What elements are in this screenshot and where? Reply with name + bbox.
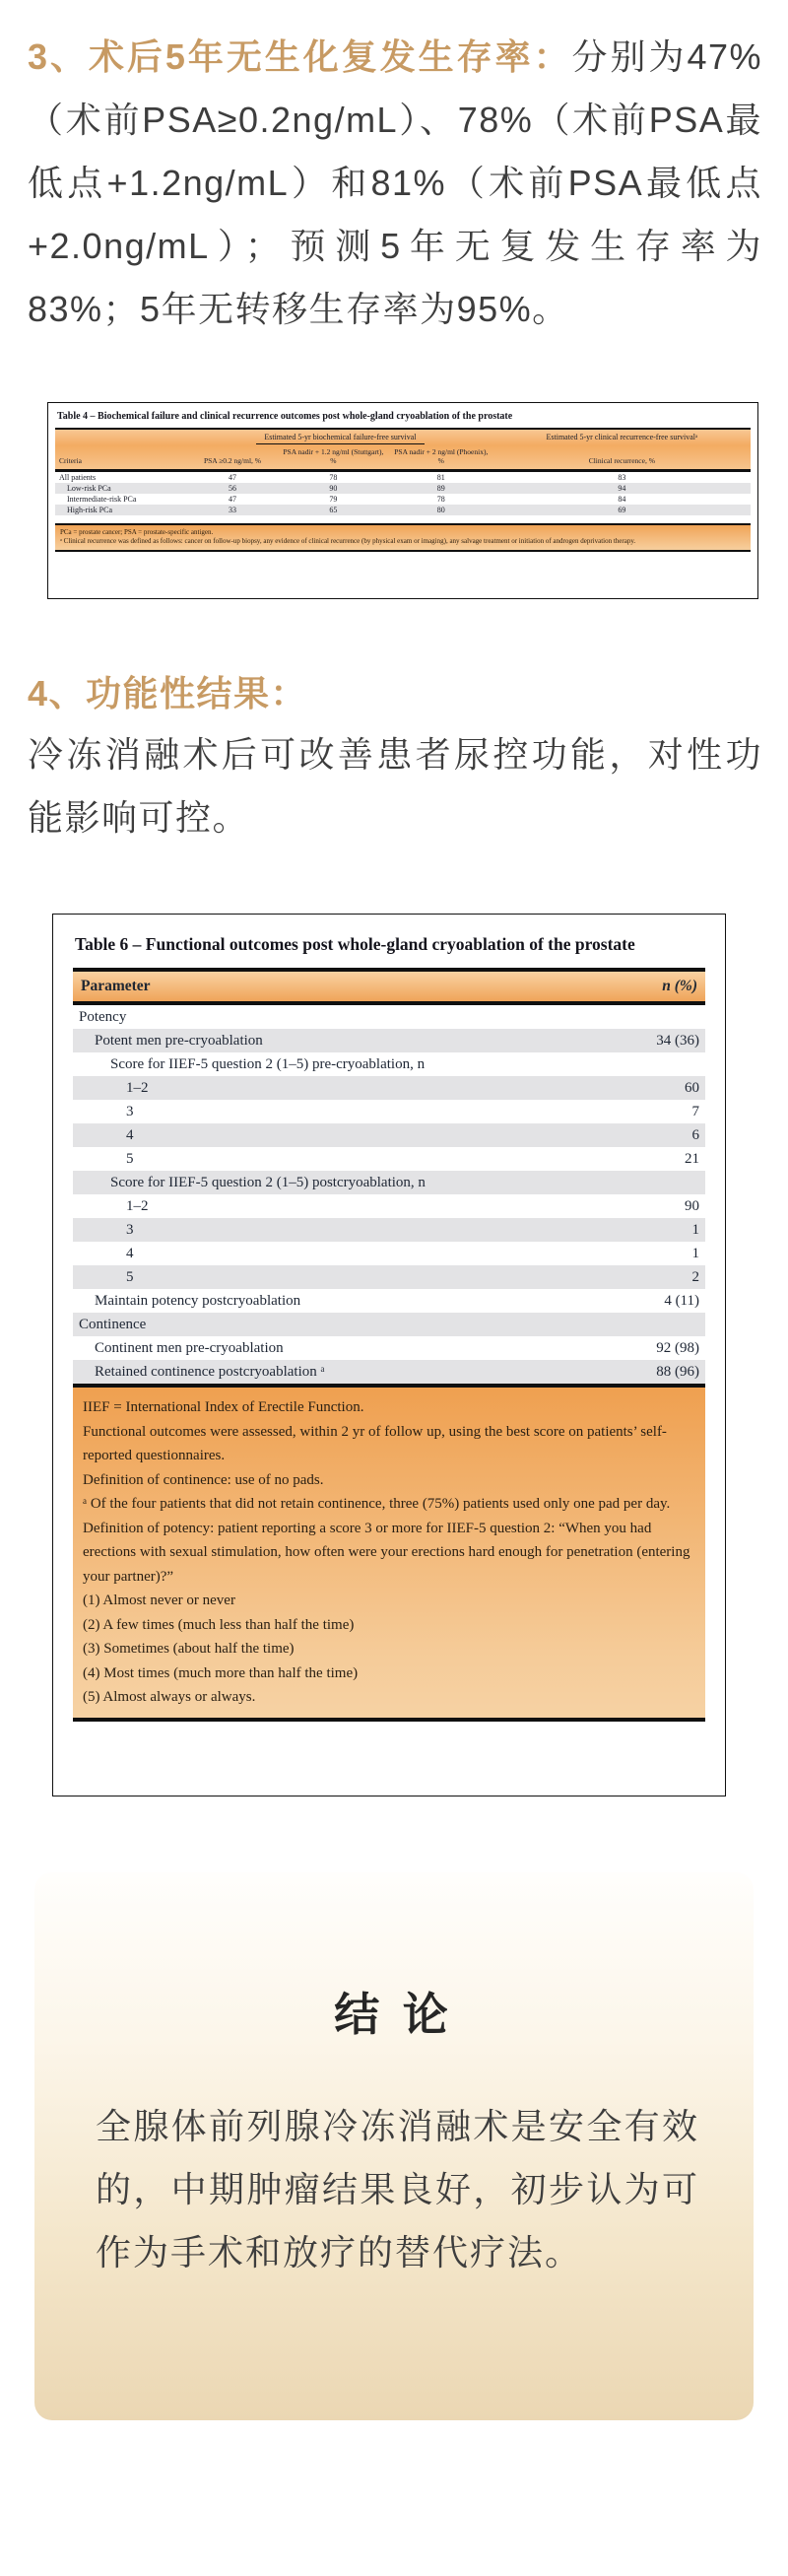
table6-footnote-line: ᵃ Of the four patients that did not retain continence, three (75%) patients used only one pad per day.	[83, 1496, 671, 1512]
table6-footnotes	[73, 1388, 705, 1718]
table6-footnote-line: (4) Most times (much more than half the time)	[83, 1664, 359, 1681]
table6-cell-parameter: 5	[126, 1268, 134, 1285]
table6-figure	[52, 914, 726, 1796]
table6-row	[73, 1076, 705, 1100]
table4-cell-value: 47	[229, 472, 236, 482]
table6-cell-value: 7	[691, 1103, 699, 1119]
table6-row	[73, 1313, 705, 1336]
table4-group-header-row	[55, 430, 751, 445]
table6-cell-parameter: Maintain potency postcryoablation	[95, 1292, 301, 1309]
table6-cell-value: 1	[691, 1245, 699, 1261]
table6-cell-value: 4 (11)	[664, 1292, 699, 1309]
table4-gap	[55, 515, 751, 523]
table4-col-criteria: Criteria	[59, 456, 82, 465]
table6-row	[73, 1147, 705, 1171]
table6-body	[73, 1005, 705, 1384]
table6-cell-value: 34 (36)	[656, 1032, 699, 1049]
table4-cell-value: 78	[329, 472, 338, 482]
table6-row	[73, 1052, 705, 1076]
table6-footnote-line: (5) Almost always or always.	[83, 1689, 256, 1705]
table6-cell-parameter: 1–2	[126, 1079, 149, 1096]
table4-group-spacer	[55, 430, 187, 445]
table4-bottom-rule	[55, 550, 751, 552]
table6-cell-parameter: Potency	[79, 1008, 127, 1025]
conclusion-panel	[34, 1872, 754, 2420]
table4-row	[55, 505, 751, 515]
table4-row	[55, 494, 751, 505]
table6-row	[73, 1029, 705, 1052]
table6-footnote-line: IIEF = International Index of Erectile Function.	[83, 1399, 364, 1415]
table6-row	[73, 1265, 705, 1289]
table6-row	[73, 1242, 705, 1265]
table6-cell-value: 21	[685, 1150, 699, 1167]
table4-column-header-row	[55, 445, 751, 469]
table6-cell-value: 90	[685, 1197, 699, 1214]
table4-cell-value: 47	[229, 494, 236, 504]
table6-row	[73, 1194, 705, 1218]
table4-cell-value: 90	[329, 483, 338, 493]
table4-title: Table 4 – Biochemical failure and clinical recurrence outcomes post whole-gland cryoablation of the prostate	[57, 411, 513, 422]
table4-cell-value: 65	[329, 505, 338, 514]
table6-cell-parameter: Score for IIEF-5 question 2 (1–5) postcryoablation, n	[110, 1174, 426, 1190]
table4-body	[55, 472, 751, 515]
table4-cell-value: 84	[618, 494, 626, 504]
section-4-body: 冷冻消融术后可改善患者尿控功能，对性功能影响可控。	[28, 734, 762, 838]
table6-col-n-percent: n (%)	[662, 978, 697, 994]
table4-cell-value: 33	[229, 505, 236, 514]
table6-cell-parameter: Retained continence postcryoablation ᵃ	[95, 1363, 325, 1380]
table4-cell-value: 69	[618, 505, 626, 514]
table6-row	[73, 1171, 705, 1194]
table6-title: Table 6 – Functional outcomes post whole-gland cryoablation of the prostate	[75, 934, 635, 954]
table4-cell-criteria: All patients	[59, 472, 97, 482]
table6-cell-value: 60	[685, 1079, 699, 1096]
table4-footnote-line: PCa = prostate cancer; PSA = prostate-specific antigen.	[60, 527, 214, 536]
table6-cell-parameter: 4	[126, 1126, 134, 1143]
table4-col-clinical-recurrence: Clinical recurrence, %	[588, 456, 655, 465]
table4-cell-value: 94	[618, 483, 626, 493]
table6-row	[73, 1100, 705, 1123]
table4-row	[55, 472, 751, 483]
table6-cell-value: 92 (98)	[656, 1339, 699, 1356]
table6-cell-value: 1	[691, 1221, 699, 1238]
table4-row	[55, 483, 751, 494]
section-4-heading: 4、功能性结果：	[28, 673, 308, 713]
table6-cell-parameter: 3	[126, 1103, 134, 1119]
table6-footnote-line: Definition of continence: use of no pads.	[83, 1471, 324, 1488]
table6-cell-parameter: Continent men pre-cryoablation	[95, 1339, 284, 1356]
table4-cell-criteria: Intermediate-risk PCa	[67, 494, 137, 504]
table6-cell-parameter: Score for IIEF-5 question 2 (1–5) pre-cryoablation, n	[110, 1055, 426, 1072]
table6-cell-parameter: 1–2	[126, 1197, 149, 1214]
table4-cell-value: 56	[229, 483, 236, 493]
table6-footnote-line: Definition of potency: patient reporting a score 3 or more for IIEF-5 question 2: “When you had erections with sexual stimulation, how often were your erections hard enough for penetration (entering your partner)?”	[83, 1520, 690, 1585]
table6-footnote-line: Functional outcomes were assessed, within 2 yr of follow up, using the best score on patients’ self-reported questionnaires.	[83, 1423, 667, 1463]
table4-col-phoenix: PSA nadir + 2 ng/ml (Phoenix), %	[394, 447, 489, 465]
table4-cell-value: 78	[436, 494, 445, 504]
table6-row	[73, 1360, 705, 1384]
table4-cell-value: 79	[329, 494, 338, 504]
table6-cell-value: 6	[691, 1126, 699, 1143]
table4-cell-value: 80	[436, 505, 445, 514]
table4-col-psa02: PSA ≥0.2 ng/ml, %	[203, 456, 262, 465]
table4-figure	[47, 402, 758, 599]
table4-cell-value: 83	[618, 472, 626, 482]
table4-col-stuttgart: PSA nadir + 1.2 ng/ml (Stuttgart), %	[283, 447, 384, 465]
table6-row	[73, 1289, 705, 1313]
table6-header-row	[73, 972, 705, 1001]
table6-cell-value: 2	[691, 1268, 699, 1285]
table4-cell-criteria: Low-risk PCa	[67, 483, 111, 493]
table6-cell-parameter: 5	[126, 1150, 134, 1167]
table6-cell-parameter: 4	[126, 1245, 134, 1261]
conclusion-title: 结 论	[334, 1990, 454, 2040]
table6-cell-parameter: Continence	[79, 1316, 147, 1332]
table6-row	[73, 1123, 705, 1147]
table6-footnote-line: (3) Sometimes (about half the time)	[83, 1641, 295, 1657]
table4-cell-value: 89	[436, 483, 445, 493]
section-3-heading: 3、术后5年无生化复发生存率：	[28, 36, 572, 77]
table6-cell-parameter: 3	[126, 1221, 134, 1238]
table4-footnote-line: ᵃ Clinical recurrence was defined as follows: cancer on follow-up biopsy, any evidence of clinical recurrence (by physical exam or imaging), any salvage treatment or initiation of androgen deprivation therapy.	[60, 537, 636, 545]
table4-footnotes	[55, 525, 751, 550]
table6-cell-value: 88 (96)	[656, 1363, 699, 1380]
table6-cell-parameter: Potent men pre-cryoablation	[95, 1032, 263, 1049]
table4-cell-criteria: High-risk PCa	[67, 505, 112, 514]
section-3-body: 分别为47%（术前PSA≥0.2ng/mL）、78%（术前PSA最低点+1.2ng/mL）和81%（术前PSA最低点+2.0ng/mL）；预测5年无复发生存率为83%；5年无转移生存率为95%。	[28, 36, 762, 329]
table4-cell-value: 81	[436, 472, 445, 482]
table6-footnote-line: (2) A few times (much less than half the time)	[83, 1616, 355, 1633]
table6-row	[73, 1005, 705, 1029]
section-3-paragraph	[28, 26, 762, 341]
table6-row	[73, 1218, 705, 1242]
table6-row	[73, 1336, 705, 1360]
conclusion-body: 全腺体前列腺冷冻消融术是安全有效的，中期肿瘤结果良好，初步认为可作为手术和放疗的替代疗法。	[96, 2106, 699, 2272]
table6-col-parameter: Parameter	[81, 978, 151, 994]
table4-group-header-clinical: Estimated 5-yr clinical recurrence-free survivalᵃ	[546, 433, 698, 441]
table6-bottom-rule	[73, 1718, 705, 1722]
table4-group-header-biochemical: Estimated 5-yr biochemical failure-free survival	[187, 430, 493, 445]
table6-footnote-line: (1) Almost never or never	[83, 1593, 235, 1608]
